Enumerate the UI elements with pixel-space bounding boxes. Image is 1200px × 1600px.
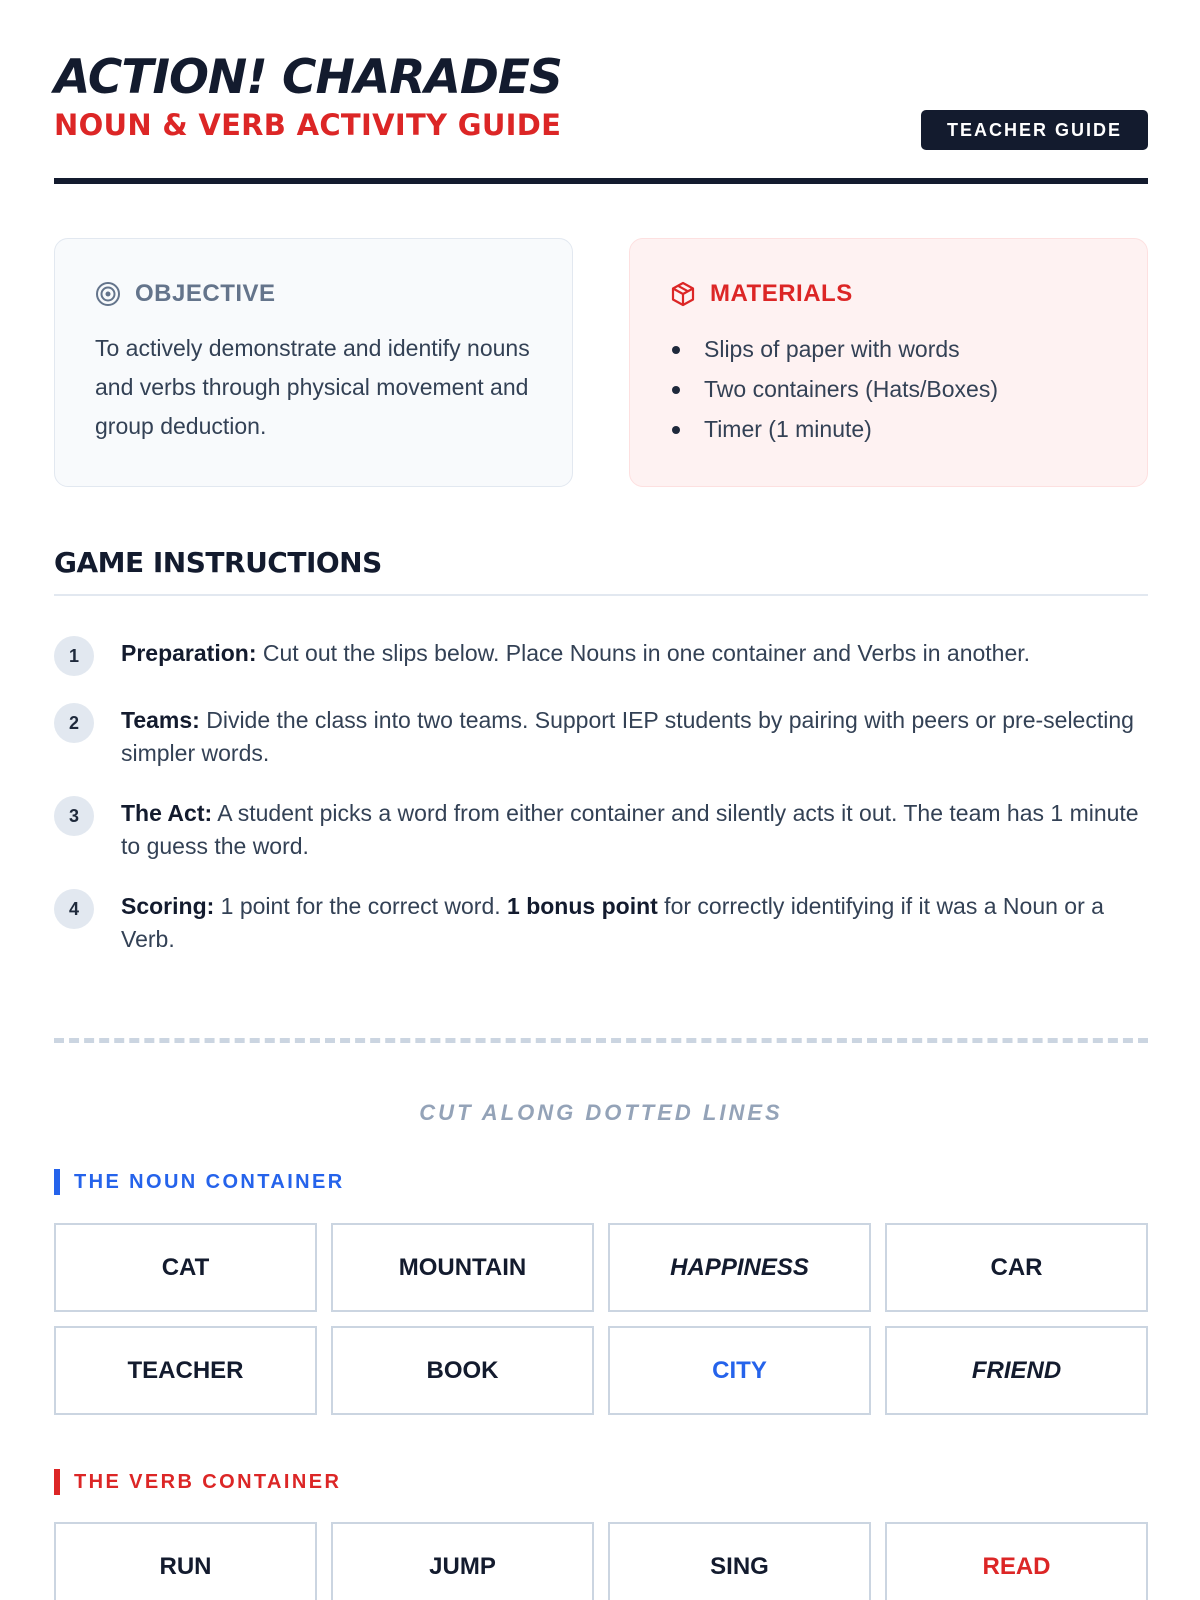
- verb-word-slip: READ: [885, 1522, 1148, 1600]
- page-subtitle: NOUN & VERB ACTIVITY GUIDE: [54, 108, 562, 142]
- verb-container-label: [54, 1469, 341, 1495]
- objective-text: To actively demonstrate and identify nouns and verbs through physical movement and group deduction.: [95, 335, 530, 439]
- target-icon: [95, 281, 121, 307]
- step-text: [121, 797, 1151, 863]
- step-number: 2: [54, 703, 94, 743]
- noun-word-slip: TEACHER: [54, 1326, 317, 1415]
- verb-container-title: THE VERB CONTAINER: [74, 1470, 342, 1493]
- verb-word-slip: JUMP: [331, 1522, 594, 1600]
- bonus-point-emphasis: 1 bonus point: [507, 893, 658, 919]
- materials-card: [629, 238, 1148, 487]
- verb-word-slip: SING: [608, 1522, 871, 1600]
- objective-header: [95, 279, 532, 309]
- noun-word-slip: CITY: [608, 1326, 871, 1415]
- materials-item: Slips of paper with words: [670, 329, 1107, 369]
- cut-dashed-line: [54, 1038, 1148, 1043]
- step-body: Cut out the slips below. Place Nouns in one container and Verbs in another.: [256, 640, 1031, 666]
- step-number: 1: [54, 636, 94, 676]
- noun-slips-grid: [54, 1223, 1148, 1415]
- noun-word-slip: BOOK: [331, 1326, 594, 1415]
- instructions-divider: [54, 594, 1148, 596]
- verb-slips-grid: [54, 1522, 1148, 1600]
- box-icon: [670, 281, 696, 307]
- activity-guide-page: [54, 0, 1148, 1600]
- materials-list: [670, 329, 1107, 449]
- page-title: ACTION! CHARADES: [54, 50, 562, 105]
- step-number: 4: [54, 889, 94, 929]
- materials-header: [670, 279, 1107, 309]
- objective-title: OBJECTIVE: [135, 280, 276, 307]
- step-label: Teams:: [121, 707, 200, 733]
- instructions-title: GAME INSTRUCTIONS: [54, 546, 382, 579]
- step-label: The Act:: [121, 800, 213, 826]
- noun-word-slip: CAT: [54, 1223, 317, 1312]
- step-body: 1 point for the correct word.: [214, 893, 508, 919]
- step-body: A student picks a word from either container and silently acts it out. The team has 1 minute to guess the word.: [121, 800, 1139, 859]
- step-label: Preparation:: [121, 640, 257, 666]
- materials-title: MATERIALS: [710, 280, 853, 307]
- noun-word-slip: MOUNTAIN: [331, 1223, 594, 1312]
- noun-accent-bar: [54, 1169, 60, 1195]
- noun-container-title: THE NOUN CONTAINER: [74, 1170, 345, 1193]
- cut-instruction-label: CUT ALONG DOTTED LINES: [419, 1100, 783, 1125]
- header-divider: [54, 178, 1148, 184]
- noun-word-slip: CAR: [885, 1223, 1148, 1312]
- verb-accent-bar: [54, 1469, 60, 1495]
- step-text: [121, 704, 1151, 770]
- step-text: [121, 890, 1151, 956]
- materials-item: Two containers (Hats/Boxes): [670, 369, 1107, 409]
- noun-word-slip: HAPPINESS: [608, 1223, 871, 1312]
- step-body: Divide the class into two teams. Support IEP students by pairing with peers or pre-selecting simpler words.: [121, 707, 1134, 766]
- teacher-guide-badge: TEACHER GUIDE: [921, 110, 1148, 150]
- step-number: 3: [54, 796, 94, 836]
- step-label: Scoring:: [121, 893, 215, 919]
- step-text: [121, 637, 1151, 670]
- page-header: [54, 52, 1148, 184]
- noun-word-slip: FRIEND: [885, 1326, 1148, 1415]
- verb-word-slip: RUN: [54, 1522, 317, 1600]
- noun-container-label: [54, 1169, 345, 1195]
- step-body-continued: for correctly identifying if it was a Noun or a Verb.: [121, 893, 1104, 952]
- objective-card: [54, 238, 573, 487]
- materials-item: Timer (1 minute): [670, 409, 1107, 449]
